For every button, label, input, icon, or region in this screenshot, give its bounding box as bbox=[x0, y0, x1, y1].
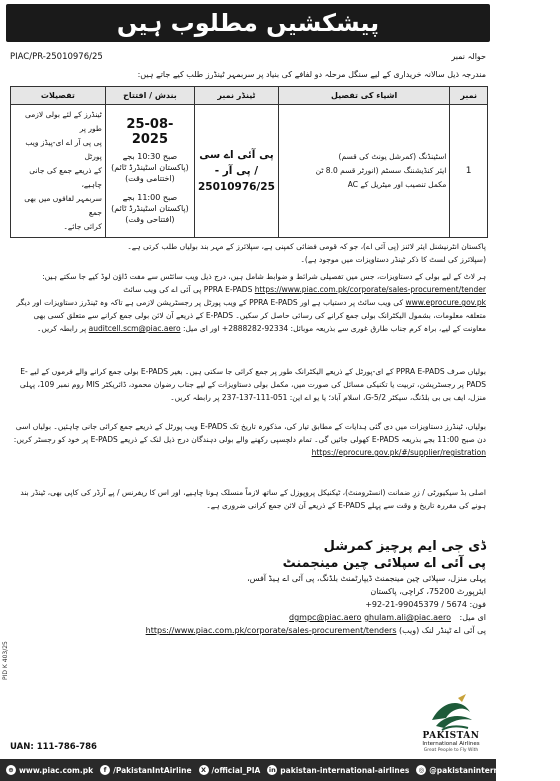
paragraph-1-text: پاکستان انٹرنیشنل ایئر لائنز (پی آئی اے)، جو کہ قومی فضائی کمپنی ہے، سپلائرز کے مہر بند بولیاں طلب کرتی ہے۔ bbox=[127, 242, 486, 251]
cell-close-open bbox=[105, 105, 194, 238]
details-line: سربمہر لفافوں میں بھی جمع bbox=[24, 194, 102, 217]
email-link-2[interactable]: ghulam.ali@piac.aero bbox=[363, 613, 451, 622]
footer-instagram-text: @pakistaninternationalairlines bbox=[429, 765, 560, 775]
paragraph-3-text: بولیاں صرف PPRA E-PADS کے ای-پورٹل کے ذریعے الیکٹرانک طور پر جمع کرائی جا سکتی ہیں۔ بغیر E-PADS بولی جمع کرانے والے فرموں کے لیے E-PADS پر رجسٹریشن، تربیت یا تکنیکی مسائل کی صورت میں، مکمل بولی دستاویزات کے لیے جناب رضوان محمود، ڈائریکٹر MIS روم نمبر 109، پہلی منزل، ایف بی بی بلڈنگ، سیکٹر G-5/2، اسلام آباد؛ یا یو اے این: 051-111-137-237 پر رابطہ کریں۔ bbox=[19, 367, 486, 402]
tender-no-line: پی آئی اے سی / پی آر - bbox=[199, 149, 274, 177]
header-details: تفصیلات bbox=[11, 87, 106, 105]
contact-address-2: ایئرپورٹ 75200، کراچی، پاکستان bbox=[370, 587, 486, 596]
phone-value: +92-21-99045379 / 5674 bbox=[365, 600, 467, 609]
audit-email-link[interactable]: auditcell.scm@piac.aero bbox=[88, 324, 181, 333]
email-label: ای میل: bbox=[459, 613, 486, 622]
paragraph-4-text: بولیاں، ٹینڈرز دستاویزات میں دی گئی ہدایات کے مطابق تیار کی، مذکورہ تاریخ تک E-PADS ویب پورٹل کے ذریعے جمع کرائی جانی چاہئیں۔ بولیاں اسی دن صبح 11:00 بجے بذریعہ E-PADS کھولی جائیں گی۔ تمام دلچسپی رکھنے والے بولی دہندگان درج ذیل لنک کے ذریعے E-PADS پر خود کو رجسٹر کریں: bbox=[13, 422, 486, 444]
logo-name: PAKISTAN bbox=[422, 731, 480, 741]
piac-tender-link[interactable]: https://www.piac.com.pk/corporate/sales-procurement/tender bbox=[254, 285, 486, 294]
table-header-row bbox=[11, 87, 488, 105]
logo-subtitle: International Airlines bbox=[422, 741, 480, 747]
paragraph-2-text-a: ہر لاٹ کے لیے بولی کے دستاویزات، جس میں تفصیلی شرائط و ضوابط شامل ہیں، درج ذیل ویب سائٹس سے مفت ڈاؤن لوڈ کیے جا سکتے ہیں: bbox=[42, 272, 486, 281]
footer-x-text: /official_PIA bbox=[211, 765, 261, 775]
opening-time: صبح 11:00 بجے bbox=[122, 193, 178, 202]
logo-tagline: Great People to Fly With bbox=[423, 748, 479, 753]
contact-phone-row bbox=[140, 598, 486, 611]
reference-label: حوالہ نمبر bbox=[451, 52, 486, 61]
linkedin-icon: in bbox=[268, 766, 276, 774]
uan-number: UAN: 111-786-786 bbox=[10, 742, 97, 752]
paragraph-2-text-d: پر رابطہ کریں۔ bbox=[37, 324, 87, 333]
facebook-icon: f bbox=[100, 765, 110, 775]
details-line: پی پی آر اے ای-پیڈز ویب پورٹل bbox=[25, 138, 102, 161]
closing-zone: (پاکستان اسٹینڈرڈ ٹائم) bbox=[111, 163, 189, 172]
header-close-open: بندش / افتتاح bbox=[105, 87, 194, 105]
opening-zone: (پاکستان اسٹینڈرڈ ٹائم) bbox=[111, 204, 189, 213]
footer-facebook[interactable] bbox=[100, 765, 191, 775]
closing-time: صبح 10:30 بجے bbox=[122, 152, 178, 161]
row-number: 1 bbox=[465, 166, 472, 176]
contact-title-2: پی آئی اے سپلائی چین مینجمنٹ bbox=[282, 556, 486, 571]
contact-email-row bbox=[140, 611, 486, 624]
details-line: کے ذریعے جمع کی جانی چاہیے، bbox=[29, 166, 102, 189]
contact-link-row bbox=[140, 624, 486, 637]
cell-tender-no bbox=[194, 105, 278, 238]
paragraph-2-text-c: کی ویب سائٹ پر دستیاب ہے اور PPRA E-PADS کے ویب پورٹل پر رجسٹریشن لازمی ہے تاکہ وہ ٹینڈرز دستاویزات اور دیگر متعلقہ معلومات، بشمول الیکٹرانک بولی جمع کرانے کی رسائی حاصل کر سکیں۔ E-PADS کے ذریعے آن لائن بولی جمع کرانے سے متعلق کسی بھی معاونت کے لیے، براہ کرم جناب طارق غوری سے بذریعہ موبائل: 92334-2888282+ اور ای میل: bbox=[16, 298, 486, 333]
item-line: اسٹینڈنگ (کمرشل یونٹ کی قسم) bbox=[338, 152, 447, 161]
footer-facebook-text: /PakistanIntAirline bbox=[113, 765, 192, 775]
cell-no bbox=[450, 105, 488, 238]
instagram-icon: ◎ bbox=[416, 765, 426, 775]
footer-website-text: www.piac.com.pk bbox=[19, 765, 94, 775]
eprocure-link[interactable]: www.eprocure.gov.pk bbox=[405, 298, 486, 307]
details-line: ٹینڈرز کے لئے بولی لازمی طور پر bbox=[24, 110, 102, 133]
reference-number: PIAC/PR-25010976/25 bbox=[10, 52, 103, 62]
globe-icon: ⊕ bbox=[6, 765, 16, 775]
footer-x[interactable] bbox=[199, 765, 261, 775]
paragraph-2 bbox=[10, 270, 486, 335]
footer-website[interactable] bbox=[6, 765, 93, 775]
paragraph-5-text: اصلی بڈ سیکیورٹی / زرِ ضمانت (انسٹرومنٹ)، ٹیکنیکل پروپوزل کے ساتھ لازماً منسلک ہونا چاہیے، اور اس کا ریفرنس / پے آرڈر کی کاپی بھی، ٹینڈر بند ہونے کی مقررہ تاریخ و وقت سے پہلے E-PADS کے ذریعے آن لائن جمع کرانی ضروری ہے۔ bbox=[20, 488, 486, 510]
closing-label: (اختتامی وقت) bbox=[125, 174, 175, 183]
opening-label: (افتتاحی وقت) bbox=[125, 215, 175, 224]
item-line: مکمل تنصیب اور میٹریل کے AC bbox=[347, 180, 447, 189]
intro-text: مندرجہ ذیل سالانہ خریداری کے لیے سنگل مرحلہ دو لفافے کی بنیاد پر سربمہر ٹینڈرز طلب کیے جاتے ہیں: bbox=[137, 70, 486, 79]
reference-row bbox=[10, 50, 486, 64]
details-line: کرائی جائے۔ bbox=[63, 222, 102, 231]
email-link-1[interactable]: dgmpc@piac.aero bbox=[289, 613, 362, 622]
header-no: نمبر bbox=[450, 87, 488, 105]
header-item: اشیاء کی تفصیل bbox=[278, 87, 449, 105]
pid-side-note: PID K 403/25 bbox=[2, 641, 9, 680]
closing-date: 25-08-2025 bbox=[126, 117, 174, 147]
paragraph-1 bbox=[10, 240, 486, 266]
supplier-registration-link[interactable]: https://eprocure.gov.pk/#/supplier/registration bbox=[311, 448, 486, 457]
ppra-label: PPRA E-PADS bbox=[203, 285, 253, 294]
paragraph-4 bbox=[10, 420, 486, 459]
contact-title-1: ڈی جی ایم پرچیز کمرشل bbox=[323, 539, 486, 554]
table-row bbox=[11, 105, 488, 238]
cell-item bbox=[278, 105, 449, 238]
contact-block bbox=[140, 538, 486, 637]
paragraph-3 bbox=[10, 365, 486, 404]
tender-web-link[interactable]: https://www.piac.com.pk/corporate/sales-procurement/tenders bbox=[145, 626, 397, 635]
footer-bar bbox=[0, 759, 560, 781]
title-banner bbox=[6, 4, 490, 42]
phone-label: فون: bbox=[469, 600, 486, 609]
cell-details bbox=[11, 105, 106, 238]
contact-address-1: پہلی منزل، سپلائی چین مینجمنٹ ڈیپارٹمنٹ بلڈنگ، پی آئی اے ہیڈ آفس، bbox=[247, 574, 486, 583]
footer-linkedin[interactable] bbox=[267, 765, 409, 775]
page-title: پیشکشیں مطلوب ہیں bbox=[116, 9, 380, 37]
x-icon: X bbox=[199, 765, 209, 775]
paragraph-1-note: (سپلائرز کی لسٹ کا ذکر ٹینڈر دستاویزات میں موجود ہے)۔ bbox=[300, 255, 486, 264]
footer-linkedin-text: pakistan-international-airlines bbox=[280, 765, 410, 775]
tender-link-label: پی آئی اے ٹینڈر لنک (ویب) bbox=[399, 626, 486, 635]
header-tender-no: ٹینڈر نمبر bbox=[194, 87, 278, 105]
tender-no-value: 25010976/25 bbox=[197, 181, 275, 193]
item-line: ایئر کنڈیشننگ سسٹم (انورٹر قسم 8.0 ٹن bbox=[315, 166, 447, 175]
footer-instagram[interactable] bbox=[416, 765, 559, 775]
paragraph-5 bbox=[10, 486, 486, 512]
tender-table bbox=[10, 86, 488, 238]
paragraph-2-text-b: پی آئی اے کی ویب سائٹ bbox=[123, 285, 202, 294]
